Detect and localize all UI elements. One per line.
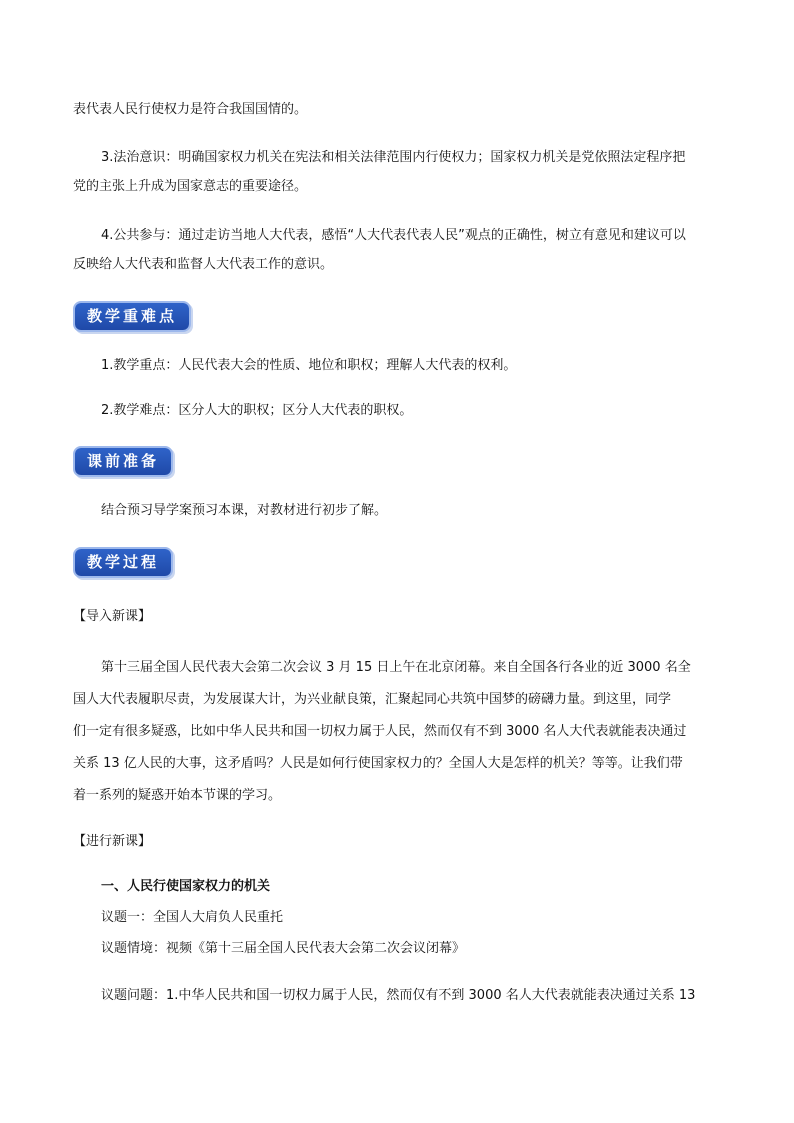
lesson-heading: 【进行新课】 xyxy=(73,834,152,849)
intro-line: 们一定有很多疑惑，比如中华人民共和国一切权力属于人民，然而仅有不到 3000 名人大代表就能表决通过 xyxy=(73,724,687,739)
intro-heading: 【导入新课】 xyxy=(73,609,152,624)
text-line: 3.法治意识：明确国家权力机关在宪法和相关法律范围内行使权力；国家权力机关是党依照法定程序把 xyxy=(101,150,686,165)
text-line: 党的主张上升成为国家意志的重要途径。 xyxy=(73,179,308,194)
difficulty: 2.教学难点：区分人大的职权；区分人大代表的职权。 xyxy=(101,403,413,418)
intro-line: 国人大代表履职尽责，为发展谋大计，为兴业献良策，汇聚起同心共筑中国梦的磅礴力量。到这里，同学 xyxy=(73,692,672,707)
section-badge-prep: 课前准备 xyxy=(75,448,171,475)
text-line: 4.公共参与：通过走访当地人大代表，感悟“人大代表代表人民”观点的正确性，树立有意见和建议可以 xyxy=(101,228,686,243)
intro-line: 第十三届全国人民代表大会第二次会议 3 月 15 日上午在北京闭幕。来自全国各行各业的近 3000 名全 xyxy=(101,660,691,675)
text-line: 表代表人民行使权力是符合我国国情的。 xyxy=(73,102,308,117)
question-line: 议题问题：1.中华人民共和国一切权力属于人民，然而仅有不到 3000 名人大代表就能表决通过关系 13 xyxy=(101,988,696,1003)
topic-line: 议题一：全国人大肩负人民重托 xyxy=(101,910,284,925)
scenario-line: 议题情境：视频《第十三届全国人民代表大会第二次会议闭幕》 xyxy=(101,941,466,956)
prep-text: 结合预习导学案预习本课，对教材进行初步了解。 xyxy=(101,503,388,518)
intro-line: 关系 13 亿人民的大事，这矛盾吗？人民是如何行使国家权力的？全国人大是怎样的机关？等等。让我们带 xyxy=(73,756,683,771)
section-badge-process: 教学过程 xyxy=(75,549,171,576)
section-badge-key-points: 教学重难点 xyxy=(75,303,189,330)
subsection-title: 一、人民行使国家权力的机关 xyxy=(101,879,271,894)
text-line: 反映给人大代表和监督人大代表工作的意识。 xyxy=(73,257,334,272)
intro-line: 着一系列的疑惑开始本节课的学习。 xyxy=(73,788,282,803)
key-point: 1.教学重点：人民代表大会的性质、地位和职权；理解人大代表的权利。 xyxy=(101,358,517,373)
